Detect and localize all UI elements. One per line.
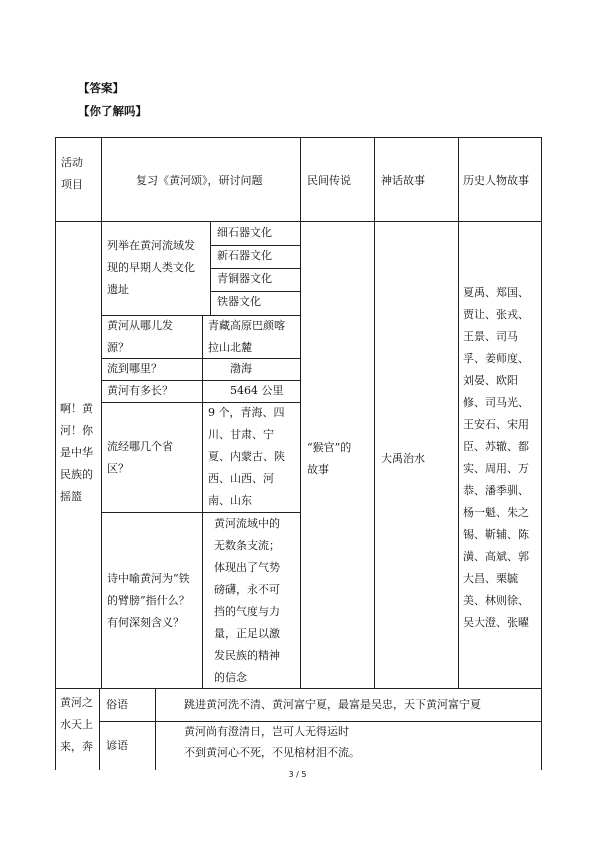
section1-label: 啊！黄 河！你 是中华 民族的 摇篮: [60, 402, 93, 503]
header-review: 复习《黄河颂》，研讨问题: [136, 174, 263, 187]
answer-length: 5464 公里: [230, 384, 284, 397]
question-sites: 列举在黄河流域发 现的早期人类文化 遗址: [107, 239, 195, 296]
proverb-label: 俗语: [106, 698, 128, 711]
answer-provinces: 9 个，青海、四 川、甘肃、宁 夏、内蒙古、陕 西、山西、河 南、山东: [208, 406, 285, 507]
header-folk: 民间传说: [307, 174, 351, 187]
header-activity: 活动 项目: [61, 156, 83, 191]
saying-label: 谚语: [106, 739, 128, 752]
question-iron-arm: 诗中喻黄河为“铁 的臂膀”指什么？ 有何深刻含义？: [107, 572, 190, 629]
know-heading: 【你了解吗】: [78, 104, 147, 118]
proverb-text: 跳进黄河洗不清、黄河富宁夏，最富是吴忠，天下黄河富宁夏: [184, 698, 481, 711]
site-item: 新石器文化: [217, 249, 272, 262]
answer-destination: 渤海: [230, 362, 252, 375]
question-destination: 流到哪里？: [107, 362, 162, 375]
answer-heading: 【答案】: [78, 81, 124, 95]
historical-figures: 夏禹、郑国、 贾让、张戎、 王景、司马 孚、姜师度、 刘晏、欧阳 修、司马光、 王安石、宋用 臣、苏辙、都 实、周用、万 恭、潘季驯、 杨一魁、朱之 锡、靳辅、陈 潢、高斌、郭 大昌、栗毓 美、林则徐、 吴大澄、张曜: [463, 286, 529, 629]
myth-story: 大禹治水: [381, 452, 425, 465]
header-history: 历史人物故事: [463, 174, 529, 187]
answer-source: 青藏高原巴颜喀 拉山北麓: [208, 319, 285, 354]
answer-iron-arm: 黄河流域中的 无数条支流； 体现出了气势 磅礴，永不可 挡的气度与力 量，正足以激 发民族的精神 的信念: [214, 517, 280, 684]
question-length: 黄河有多长？: [107, 384, 173, 397]
header-myth: 神话故事: [381, 174, 425, 187]
site-item: 细石器文化: [217, 226, 272, 239]
folk-story: “猴官”的 故事: [307, 441, 352, 476]
section2-label: 黄河之 水天上 来，奔: [60, 696, 93, 753]
site-item: 铁器文化: [217, 295, 261, 308]
question-provinces: 流经哪几个省 区？: [107, 440, 173, 475]
site-item: 青铜器文化: [217, 272, 272, 285]
question-source: 黄河从哪儿发 源？: [107, 319, 173, 354]
saying-text: 黄河尚有澄清日，岂可人无得运时 不到黄河心不死，不见棺材泪不流。: [184, 725, 360, 759]
page-number: 3 / 5: [288, 770, 307, 779]
